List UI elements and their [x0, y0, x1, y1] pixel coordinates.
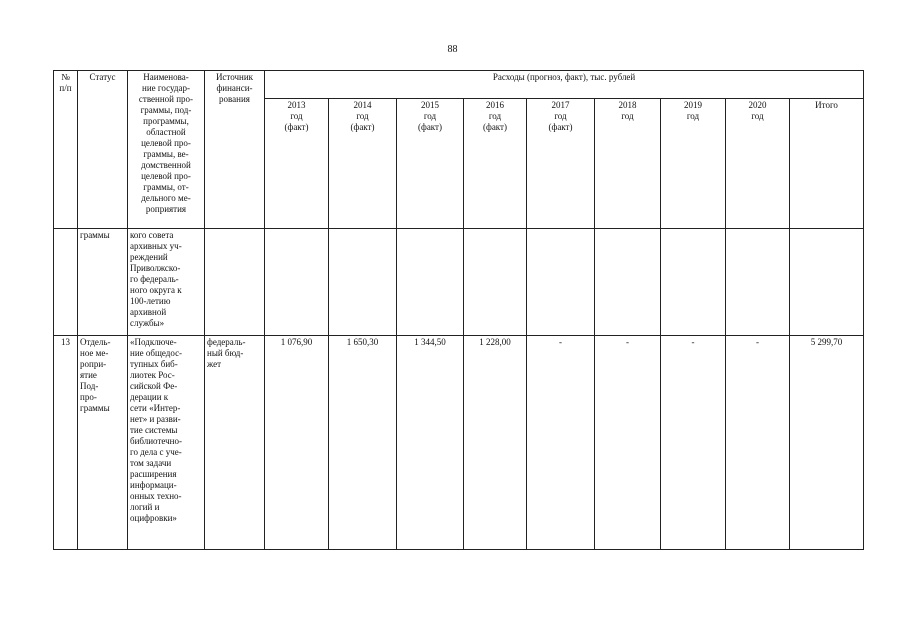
cell-value: 1 228,00: [464, 336, 527, 550]
year-header-2015: 2015 год (факт): [397, 99, 464, 229]
col-header-source: Источник финанси- рования: [205, 71, 265, 229]
cell-value: 1 076,90: [265, 336, 329, 550]
cell-value: 1 650,30: [329, 336, 397, 550]
cell-value: -: [595, 336, 661, 550]
cell-value: -: [527, 336, 595, 550]
cell-status: граммы: [78, 229, 128, 336]
cell-value: [527, 229, 595, 336]
col-header-num: № п/п: [54, 71, 78, 229]
cell-value: 1 344,50: [397, 336, 464, 550]
cell-value: [464, 229, 527, 336]
cell-source: [205, 229, 265, 336]
cell-num: 13: [54, 336, 78, 550]
budget-table: [53, 70, 864, 550]
cell-value: [329, 229, 397, 336]
year-header-total: Итого: [790, 99, 864, 229]
year-header-2020: 2020 год: [726, 99, 790, 229]
cell-value: -: [661, 336, 726, 550]
table-row: [54, 336, 864, 550]
cell-value: [726, 229, 790, 336]
cell-value: -: [726, 336, 790, 550]
year-header-2018: 2018 год: [595, 99, 661, 229]
cell-value: [595, 229, 661, 336]
cell-value: [661, 229, 726, 336]
year-header-2017: 2017 год (факт): [527, 99, 595, 229]
cell-name: «Подключе- ние общедос- тупных биб- лиотек Рос- сийской Фе- дерации к сети «Интер- нет» и разви- тие системы библиотечно- го дела с уче- том задачи расширения информаци- онных техно- логий и оцифровки»: [128, 336, 205, 550]
cell-num: [54, 229, 78, 336]
table-row: [54, 229, 864, 336]
cell-value-total: 5 299,70: [790, 336, 864, 550]
cell-value: [790, 229, 864, 336]
year-header-2019: 2019 год: [661, 99, 726, 229]
cell-value: [265, 229, 329, 336]
cell-source: федераль- ный бюд- жет: [205, 336, 265, 550]
header-row: [54, 71, 864, 99]
col-header-expenses: Расходы (прогноз, факт), тыс. рублей: [265, 71, 864, 99]
year-header-2014: 2014 год (факт): [329, 99, 397, 229]
col-header-name: Наименова- ние государ- ственной про- граммы, под- программы, областной целевой про- граммы, ве- домственной целевой про- граммы, от- дельного ме- роприятия: [128, 71, 205, 229]
cell-name: кого совета архивных уч- реждений Приволжско- го федераль- ного округа к 100-летию архивной службы»: [128, 229, 205, 336]
col-header-status: Статус: [78, 71, 128, 229]
year-header-2013: 2013 год (факт): [265, 99, 329, 229]
cell-value: [397, 229, 464, 336]
cell-status: Отдель- ное ме- ропри- ятие Под- про- граммы: [78, 336, 128, 550]
year-header-2016: 2016 год (факт): [464, 99, 527, 229]
page-number: 88: [447, 44, 458, 55]
